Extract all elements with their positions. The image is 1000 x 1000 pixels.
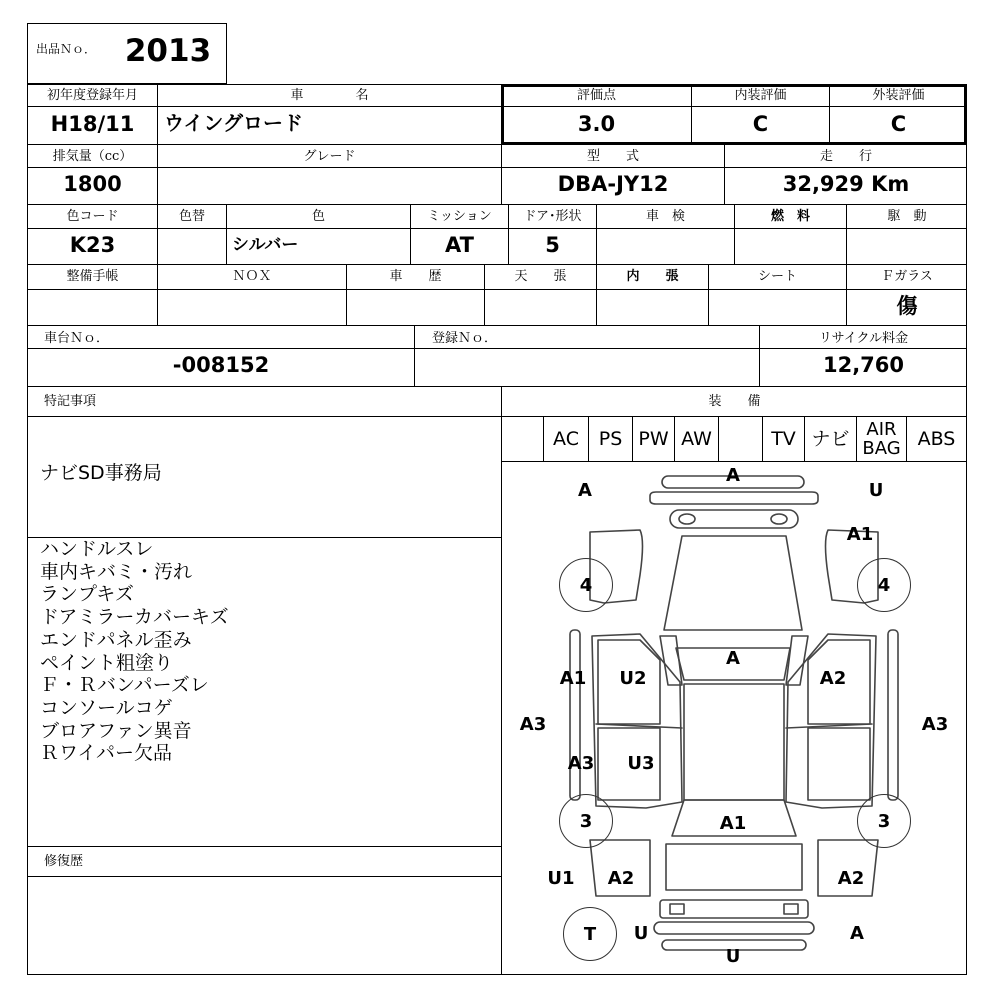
door-shape-label: ドア･形状 (523, 209, 582, 224)
first-registration: H18/11 (50, 112, 135, 136)
equipment-label: 装 備 (708, 394, 761, 409)
hood (664, 536, 802, 630)
note-line: ブロアファン異音 (40, 719, 192, 742)
door-shape: 5 (545, 233, 560, 257)
damage-mark: A1 (559, 668, 587, 689)
damage-mark: A (850, 923, 864, 944)
damage-mark: A3 (921, 714, 949, 735)
note-line: Ｆ・Ｒバンパーズレ (40, 674, 209, 697)
front-right-pillar (786, 636, 808, 685)
damage-mark: A (726, 465, 740, 486)
car-name: ウイングロード (164, 111, 303, 135)
note-line: ランプキズ (40, 583, 134, 606)
damage-mark: A1 (846, 524, 874, 545)
seat-label: シート (757, 269, 797, 284)
note-line: エンドパネル歪み (40, 628, 192, 651)
damage-mark: A1 (719, 813, 747, 834)
exterior-grade-label: 外装評価 (872, 88, 925, 103)
equipment-item: AIR BAG (856, 416, 906, 461)
tire-circle: T (563, 907, 617, 961)
equipment-item: PS (588, 416, 632, 461)
recycle-fee-label: リサイクル料金 (818, 331, 909, 346)
front-glass-label: Ｆガラス (881, 269, 933, 284)
roof (684, 684, 784, 800)
front-glass: 傷 (896, 293, 918, 318)
mission-label: ミッション (427, 209, 492, 224)
damage-mark: A (578, 480, 592, 501)
color-label: 色 (311, 209, 325, 224)
damage-mark: U1 (547, 868, 575, 889)
recycle-fee: 12,760 (822, 353, 905, 377)
car-name-label: 車 名 (290, 88, 369, 103)
interior-grade: C (752, 112, 769, 136)
rear-bumper-lower (654, 922, 814, 934)
note-line: 車内キバミ・汚れ (40, 560, 193, 583)
model-label: 型 式 (586, 149, 639, 164)
damage-mark: A2 (819, 668, 847, 689)
equipment-item: ABS (906, 416, 966, 461)
lot-number: 2013 (124, 33, 212, 69)
front-bumper-lower (650, 492, 818, 504)
grade-label: グレード (303, 149, 356, 164)
equipment-item: AW (674, 416, 718, 461)
interior-grade-label: 内装評価 (734, 88, 787, 103)
damage-mark: U (868, 480, 884, 501)
score: 3.0 (577, 112, 616, 136)
damage-mark: U2 (619, 668, 647, 689)
tire-circle: 3 (559, 794, 613, 848)
rear-light-left (670, 904, 684, 914)
inspection-label: 車 検 (645, 209, 685, 224)
displacement-label: 排気量（cc） (52, 149, 133, 164)
damage-mark: A2 (837, 868, 865, 889)
notes-top-line: ナビSD事務局 (40, 462, 162, 484)
maintenance-record-label: 整備手帳 (66, 269, 119, 284)
score-label: 評価点 (576, 88, 616, 103)
left-side-body (592, 634, 682, 808)
color-code-label: 色コード (66, 209, 119, 224)
interior-lining-label: 内 張 (626, 269, 679, 284)
note-line: ドアミラーカバーキズ (40, 606, 229, 629)
note-line: コンソールコゲ (40, 696, 173, 719)
tire-circle: 4 (857, 558, 911, 612)
color-code: K23 (69, 233, 116, 257)
first-registration-label: 初年度登録年月 (46, 88, 138, 103)
equipment-item: AC (543, 416, 588, 461)
front-emblem-left (679, 514, 695, 524)
mileage: 32,929 Km (782, 172, 910, 196)
equipment-item: PW (632, 416, 674, 461)
chassis-number-label: 車台Ｎｏ． (44, 331, 110, 346)
color: シルバー (232, 235, 299, 255)
damage-mark: A2 (607, 868, 635, 889)
tire-circle: 3 (857, 794, 911, 848)
damage-mark: A (726, 648, 740, 669)
exterior-grade: C (890, 112, 907, 136)
drive-label: 駆 動 (887, 209, 927, 224)
vehicle-history-label: 車 歴 (389, 269, 442, 284)
repair-history-label: 修復歴 (44, 854, 84, 869)
right-rear-door (808, 728, 870, 800)
equipment-item: TV (762, 416, 804, 461)
registration-number-label: 登録Ｎｏ． (432, 331, 498, 346)
damage-mark: U (725, 946, 741, 967)
tailgate (666, 844, 802, 890)
roof-lining-label: 天 張 (514, 269, 567, 284)
equipment-item: ナビ (804, 416, 856, 461)
nox-label: ＮＯＸ (232, 269, 272, 284)
damage-mark: A3 (567, 753, 595, 774)
right-rocker (888, 630, 898, 800)
mission: AT (445, 233, 474, 257)
chassis-number: -008152 (172, 353, 270, 377)
note-line: ハンドルスレ (40, 538, 154, 560)
car-diagram (502, 462, 966, 974)
grille (670, 510, 798, 528)
equipment-item (718, 416, 762, 461)
mileage-label: 走 行 (819, 149, 872, 164)
damage-mark: U3 (627, 753, 655, 774)
model: DBA-JY12 (557, 172, 669, 196)
lot-number-label: 出品Ｎｏ． (36, 42, 97, 56)
fuel-label: 燃 料 (770, 209, 810, 224)
left-rocker (570, 630, 580, 800)
rear-light-right (784, 904, 798, 914)
notes-label: 特記事項 (44, 394, 97, 409)
front-emblem-right (771, 514, 787, 524)
equipment-item (501, 416, 543, 461)
tire-circle: 4 (559, 558, 613, 612)
damage-mark: U (633, 923, 649, 944)
damage-mark: A3 (519, 714, 547, 735)
note-line: Ｒワイパー欠品 (40, 742, 173, 765)
repaint-label: 色替 (178, 209, 205, 224)
note-line: ペイント粗塗り (40, 651, 174, 674)
displacement: 1800 (63, 172, 122, 196)
right-side-body (786, 634, 876, 808)
rear-bumper-upper (660, 900, 808, 918)
